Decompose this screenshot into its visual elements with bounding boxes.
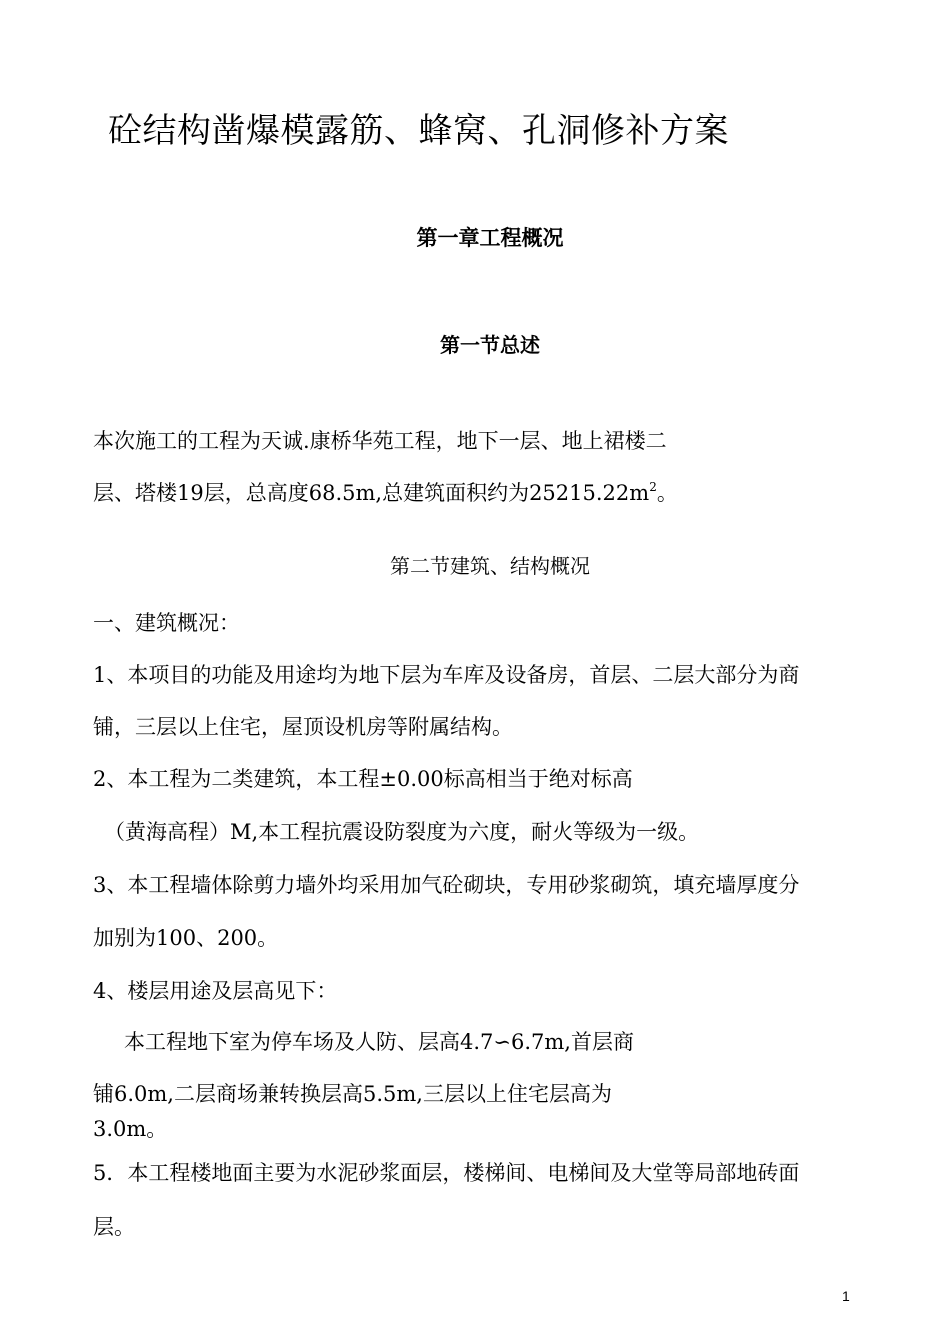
list-item-line: 1、本项目的功能及用途均为地下层为车库及设备房，首层、二层大部分为商 — [93, 663, 800, 687]
list-item-line: 加别为100、200。 — [93, 926, 279, 950]
list-item-line: 5．本工程楼地面主要为水泥砂浆面层，楼梯间、电梯间及大堂等局部地砖面 — [93, 1161, 800, 1185]
list-item-line: 4、楼层用途及层高见下： — [93, 979, 338, 1003]
paragraph-line — [93, 477, 678, 507]
subsection-heading: 一、建筑概况： — [93, 611, 240, 635]
list-item-line: 3.0m。 — [93, 1117, 168, 1141]
paragraph-end: 。 — [656, 481, 678, 505]
document-title: 砼结构凿爆模露筋、蜂窝、孔洞修补方案 — [108, 111, 729, 151]
list-item-line: 铺，三层以上住宅，屋顶设机房等附属结构。 — [93, 715, 513, 739]
list-item-line: 本工程地下室为停车场及人防、层高4.7∽6.7m,首层商 — [124, 1030, 634, 1054]
list-item-line: （黄海高程）M,本工程抗震设防裂度为六度，耐火等级为一级。 — [104, 820, 700, 844]
page-number: 1 — [842, 1288, 850, 1304]
chapter-heading: 第一章工程概况 — [416, 225, 564, 250]
paragraph-text: 层、塔楼19层，总高度68.5m,总建筑面积约为25215.22m — [93, 481, 650, 505]
paragraph-line: 本次施工的工程为天诚.康桥华苑工程，地下一层、地上裙楼二 — [93, 429, 667, 453]
list-item-line: 3、本工程墙体除剪力墙外均采用加气砼砌块，专用砂浆砌筑，填充墙厚度分 — [93, 873, 800, 897]
list-item-line: 层。 — [93, 1215, 135, 1239]
superscript: 2 — [649, 480, 657, 494]
section-heading-structure: 第二节建筑、结构概况 — [390, 554, 590, 578]
list-item-line: 2、本工程为二类建筑，本工程±0.00标高相当于绝对标高 — [93, 767, 633, 791]
section-heading-overview: 第一节总述 — [440, 333, 540, 357]
list-item-line: 铺6.0m,二层商场兼转换层高5.5m,三层以上住宅层高为 — [93, 1082, 612, 1106]
